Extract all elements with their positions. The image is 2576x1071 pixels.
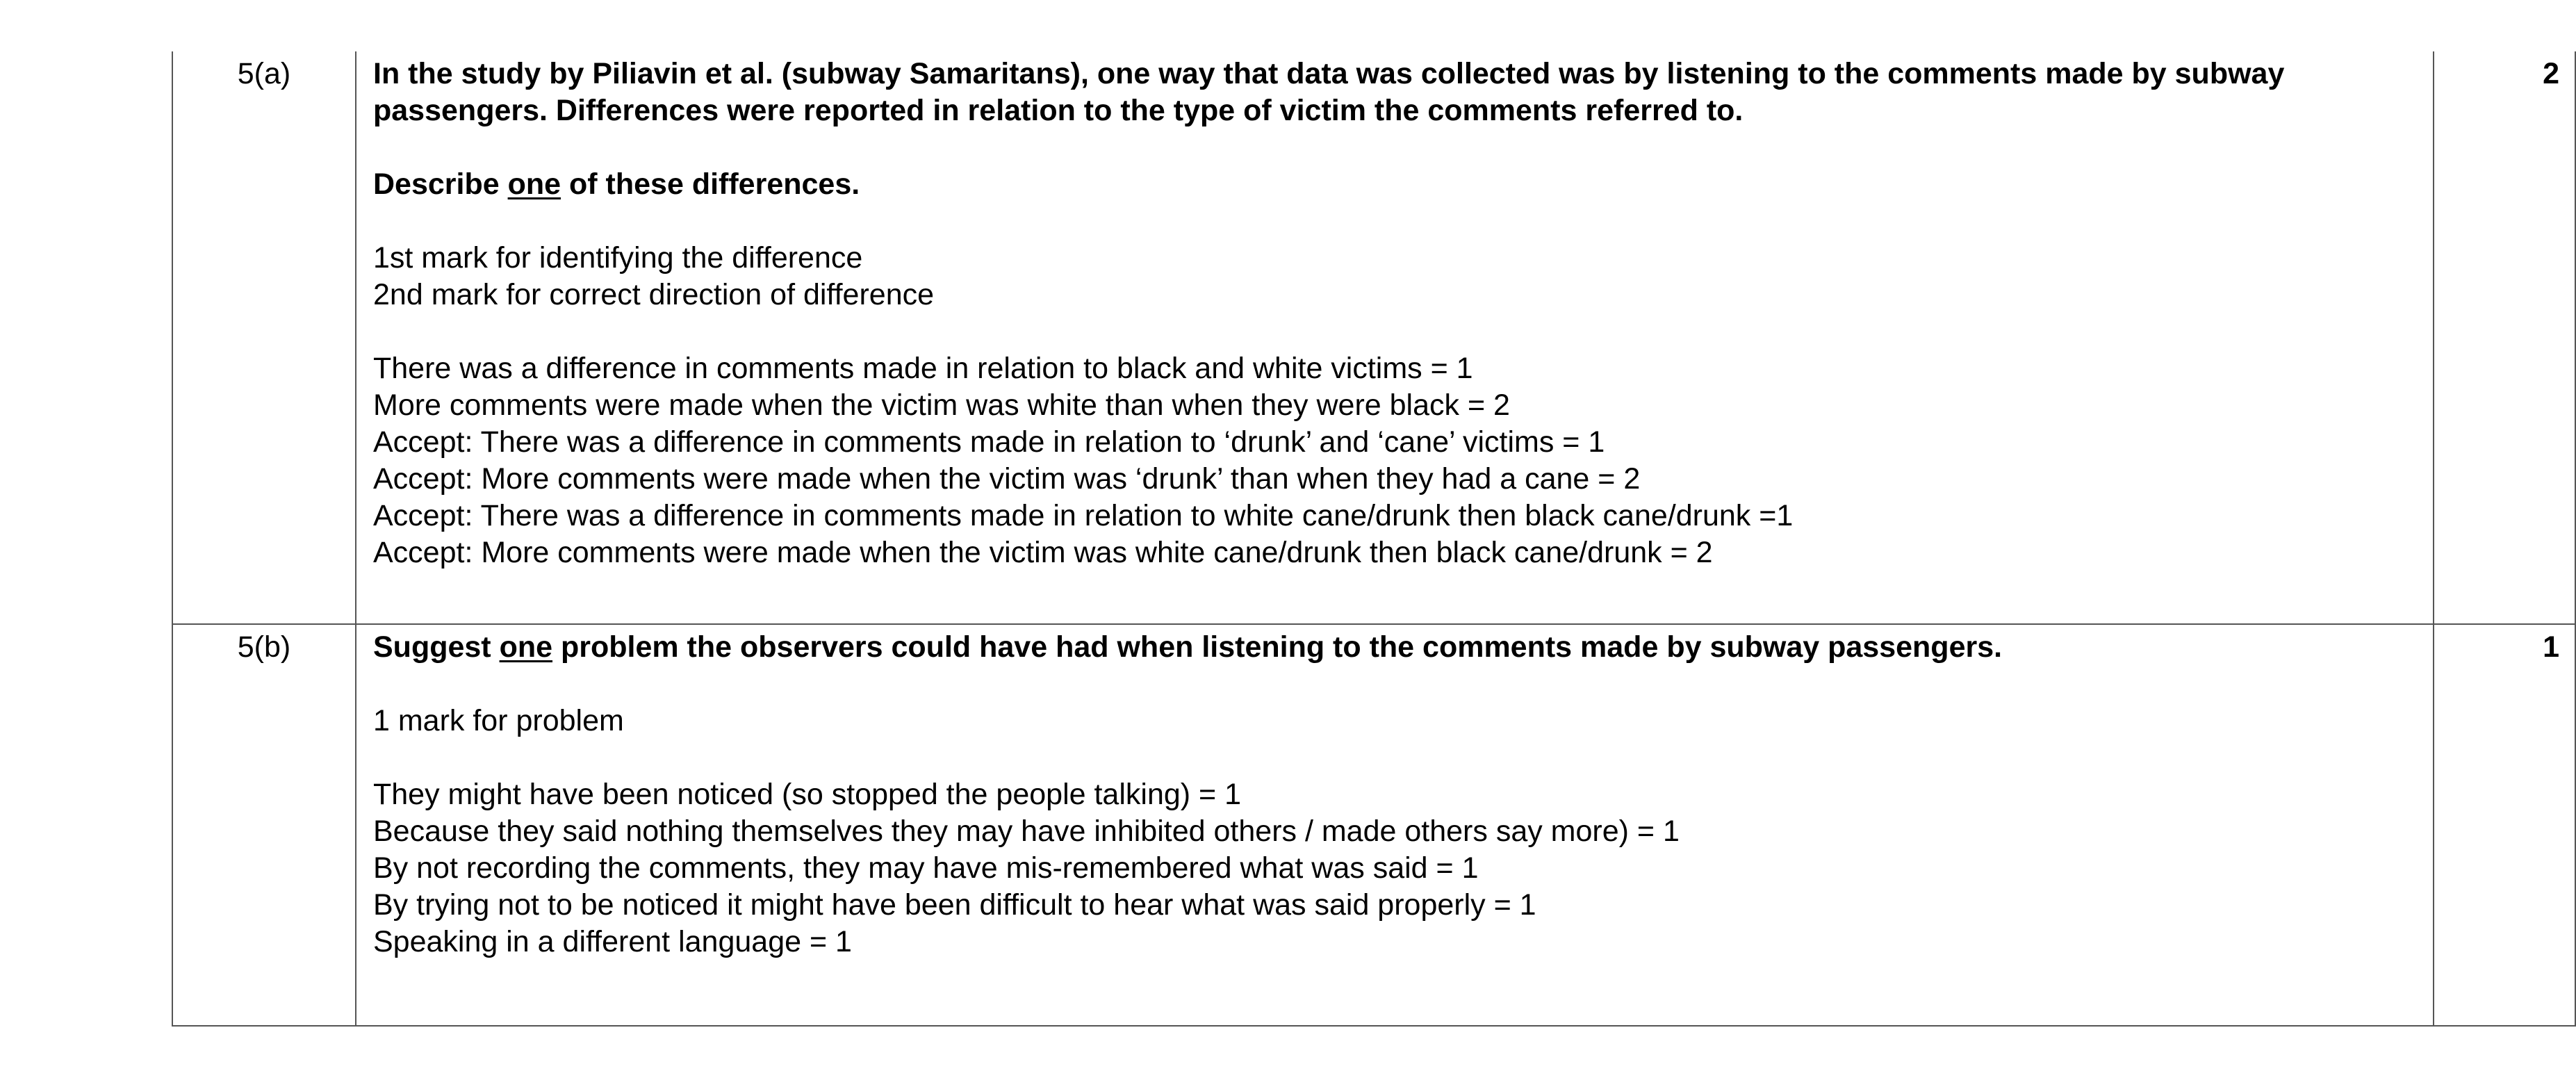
answer-line: Accept: There was a difference in comments made in relation to ‘drunk’ and ‘cane’ victims = 1 [373, 425, 1605, 459]
answer-line: Accept: More comments were made when the victim was ‘drunk’ than when they had a cane = 2 [373, 462, 1641, 496]
indicative-answers [373, 350, 2416, 571]
marks-value: 1 [2434, 624, 2575, 1026]
question-stem [373, 56, 2416, 129]
question-number: 5(b) [172, 624, 356, 1026]
answer-cell [356, 624, 2434, 1026]
marking-guidance [373, 703, 2416, 739]
guidance-line: 1 mark for problem [373, 704, 624, 737]
answer-line: More comments were made when the victim was white than when they were black = 2 [373, 389, 1510, 422]
answer-line: There was a difference in comments made in relation to black and white victims = 1 [373, 352, 1473, 385]
question-instruction [373, 166, 2416, 203]
mark-scheme-table [172, 51, 2576, 1027]
answer-line: By trying not to be noticed it might have been difficult to hear what was said properly = 1 [373, 888, 1536, 922]
instruction-underlined: one [507, 167, 561, 201]
question-row-5b [172, 624, 2575, 1026]
question-number: 5(a) [172, 51, 356, 624]
answer-line: They might have been noticed (so stopped the people talking) = 1 [373, 778, 1242, 811]
answer-line: By not recording the comments, they may have mis-remembered what was said = 1 [373, 851, 1479, 885]
answer-line: Accept: More comments were made when the victim was white cane/drunk then black cane/drunk = 2 [373, 536, 1713, 569]
answer-line: Because they said nothing themselves they may have inhibited others / made others say more) = 1 [373, 815, 1680, 848]
instruction-pre: Suggest [373, 630, 500, 664]
question-stem-text: In the study by Piliavin et al. (subway Samaritans), one way that data was collected was by listening to the comments made by subway passengers. Differences were reported in relation to the type of victim the comments referred to. [373, 57, 2285, 127]
instruction-post: problem the observers could have had when listening to the comments made by subway passengers. [552, 630, 2003, 664]
question-instruction [373, 629, 2416, 666]
instruction-post: of these differences. [561, 167, 860, 201]
guidance-line: 1st mark for identifying the difference [373, 241, 863, 275]
marking-guidance [373, 240, 2416, 313]
instruction-underlined: one [499, 630, 553, 664]
indicative-answers [373, 776, 2416, 960]
answer-line: Speaking in a different language = 1 [373, 925, 852, 958]
answer-cell [356, 51, 2434, 624]
question-row-5a [172, 51, 2575, 624]
answer-line: Accept: There was a difference in comments made in relation to white cane/drunk then black cane/drunk =1 [373, 499, 1794, 532]
marks-value: 2 [2434, 51, 2575, 624]
instruction-pre: Describe [373, 167, 508, 201]
guidance-line: 2nd mark for correct direction of difference [373, 278, 935, 311]
